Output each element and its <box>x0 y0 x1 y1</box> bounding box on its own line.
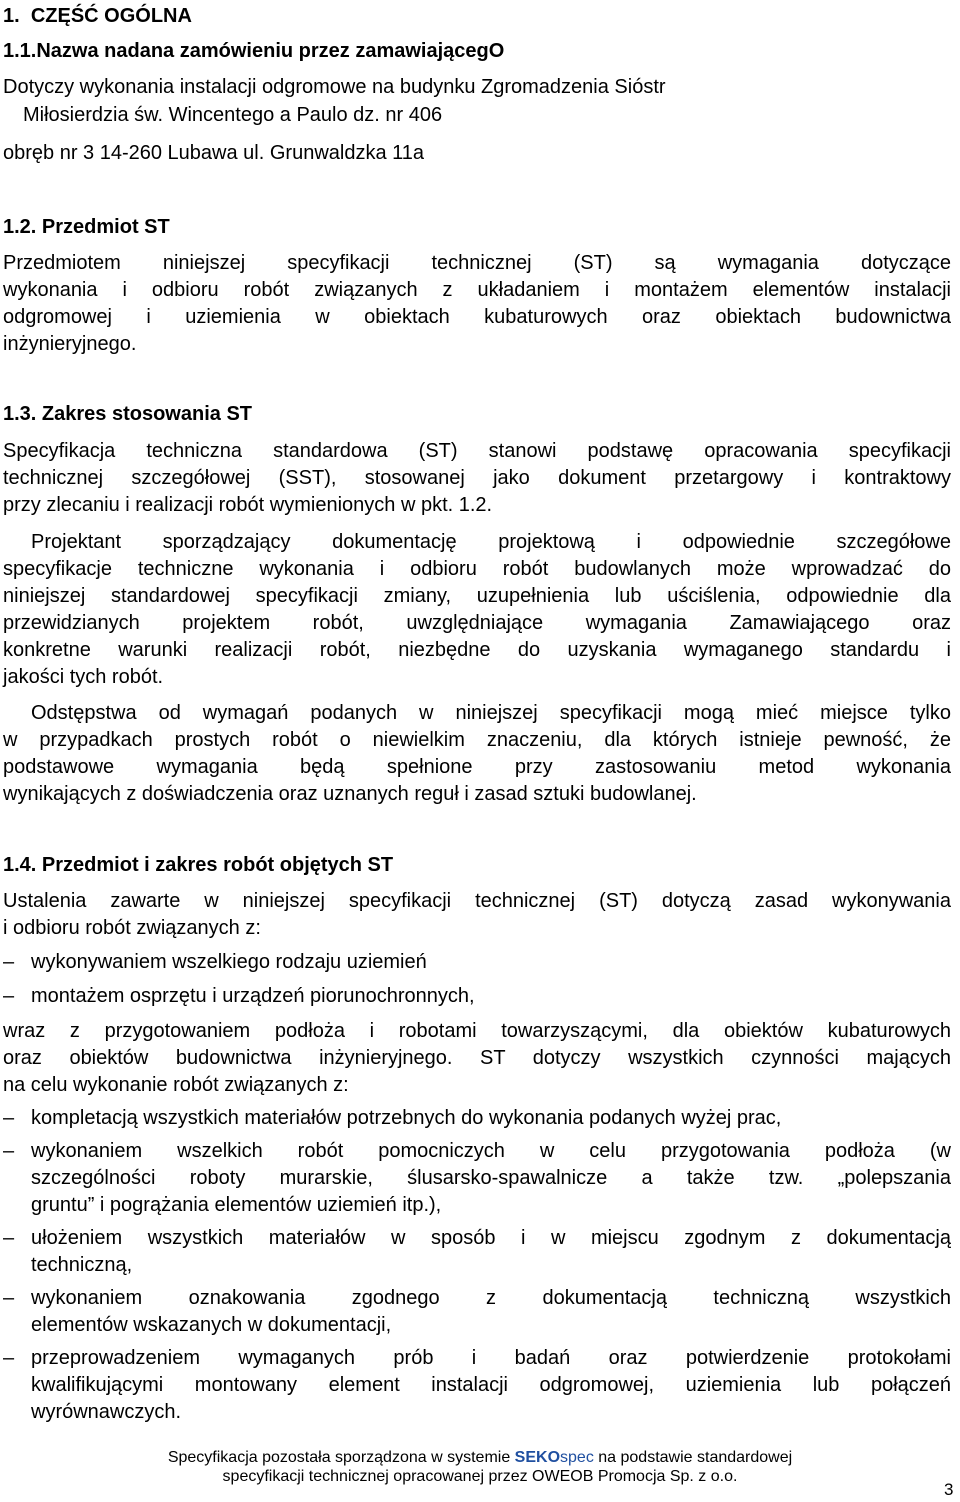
list-item-text: wykonywaniem wszelkiego rodzaju uziemień <box>31 951 427 973</box>
s14-p2-line: na celu wykonanie robót związanych z: <box>3 1074 349 1096</box>
heading-1 <box>3 4 192 28</box>
s13-p3-line: w przypadkach prostych robót o niewielkim znaczeniu, dla których istnieje pewność, że <box>3 729 951 751</box>
list-item-text: przeprowadzeniem wymaganych prób i badań oraz potwierdzenie protokołami <box>31 1347 951 1369</box>
list-dash: – <box>3 1347 15 1369</box>
footer-text: na podstawie standardowej <box>593 1449 793 1466</box>
footer-line-2: specyfikacji technicznej opracowanej przez OWEOB Promocja Sp. z o.o. <box>222 1468 738 1485</box>
list-item-text: techniczną, <box>31 1254 133 1276</box>
heading-1-4-title: Przedmiot i zakres robót objętych ST <box>41 854 394 876</box>
heading-1-4-number: 1.4. <box>3 854 37 876</box>
list-item-text: wykonaniem wszelkich robót pomocniczych w celu przygotowania podłoża (w <box>31 1140 951 1162</box>
s13-p1-line: Specyfikacja techniczna standardowa (ST) stanowi podstawę opracowania specyfikacji <box>3 440 951 462</box>
list-item-text: wyrównawczych. <box>31 1401 182 1423</box>
heading-1-title: CZĘŚĆ OGÓLNA <box>30 5 192 27</box>
s14-p1-line: Ustalenia zawarte w niniejszej specyfikacji technicznej (ST) dotyczą zasad wykonywania <box>3 890 951 912</box>
s11-line: Dotyczy wykonania instalacji odgromowe na budynku Zgromadzenia Sióstr <box>3 76 666 98</box>
s13-p2-line: Projektant sporządzający dokumentację projektową i odpowiednie szczegółowe <box>31 531 951 553</box>
list-item-text: kwalifikującymi montowany element instalacji odgromowej, uziemienia lub połączeń <box>31 1374 951 1396</box>
heading-1-3-title: Zakres stosowania ST <box>41 403 252 425</box>
s13-p2-line: jakości tych robót. <box>3 666 164 688</box>
heading-1-3-number: 1.3. <box>3 403 37 425</box>
s13-p3-line: wynikających z doświadczenia oraz uznanych reguł i zasad sztuki budowlanej. <box>3 783 697 805</box>
s14-p2-line: wraz z przygotowaniem podłoża i robotami towarzyszącymi, dla obiektów kubaturowych <box>3 1020 951 1042</box>
heading-1-2-number: 1.2. <box>3 216 37 238</box>
footer-line-1 <box>0 1448 960 1468</box>
list-dash: – <box>3 1227 15 1249</box>
s13-p1-line: technicznej szczegółowej (SST), stosowanej jako dokument przetargowy i kontraktowy <box>3 467 951 489</box>
footer-text: Specyfikacja pozostała sporządzona w systemie <box>167 1449 515 1466</box>
list-item-text: wykonaniem oznakowania zgodnego z dokumentacją techniczną wszystkich <box>31 1287 951 1309</box>
s13-p3-line: podstawowe wymagania będą spełnione przy zastosowaniu metod wykonania <box>3 756 951 778</box>
list-dash: – <box>3 1140 15 1162</box>
s12-line: wykonania i odbioru robót związanych z układaniem i montażem elementów instalacji <box>3 279 951 301</box>
s13-p2-line: specyfikacje techniczne wykonania i odbioru robót budowlanych może wprowadzać do <box>3 558 951 580</box>
seko-logo-text: SEKO <box>514 1449 561 1466</box>
list-dash: – <box>3 1287 15 1309</box>
list-item-text: elementów wskazanych w dokumentacji, <box>31 1314 392 1336</box>
heading-1-3 <box>3 402 252 426</box>
heading-1-2 <box>3 215 170 239</box>
list-item: – <box>3 985 15 1007</box>
s13-p2-line: niniejszej standardowej specyfikacji zmiany, uzupełnienia lub uściślenia, odpowiednie dla <box>3 585 951 607</box>
heading-1-number: 1. <box>3 5 20 27</box>
list-dash: – <box>3 1107 15 1129</box>
s11-line: obręb nr 3 14-260 Lubawa ul. Grunwaldzka 11a <box>3 142 425 164</box>
list-item: – <box>3 951 37 973</box>
heading-1-1 <box>3 39 504 63</box>
heading-1-1-number: 1.1. <box>3 40 37 62</box>
page-number: 3 <box>944 1480 954 1499</box>
s12-line: Przedmiotem niniejszej specyfikacji technicznej (ST) są wymagania dotyczące <box>3 252 951 274</box>
list-item-text: gruntu” i pogrążania elementów uziemień itp.), <box>31 1194 442 1216</box>
list-item-text: kompletacją wszystkich materiałów potrzebnych do wykonania podanych wyżej prac, <box>31 1107 782 1129</box>
heading-1-1-title: Nazwa nadana zamówieniu przez zamawiającegO <box>36 40 505 62</box>
list-item-text: szczególności roboty murarskie, ślusarsko-spawalnicze a także tzw. „polepszania <box>31 1167 951 1189</box>
s14-p1-line: i odbioru robót związanych z: <box>3 917 261 939</box>
list-item-text: montażem osprzętu i urządzeń piorunochronnych, <box>31 985 475 1007</box>
s12-line: odgromowej i uziemienia w obiektach kubaturowych oraz obiektach budownictwa <box>3 306 951 328</box>
s12-line: inżynieryjnego. <box>3 333 137 355</box>
s13-p3-line: Odstępstwa od wymagań podanych w niniejszej specyfikacji mogą mieć miejsce tylko <box>31 702 951 724</box>
s11-line: Miłosierdzia św. Wincentego a Paulo dz. nr 406 <box>23 104 443 126</box>
spec-logo-text: spec <box>560 1449 594 1466</box>
list-item-text: ułożeniem wszystkich materiałów w sposób i w miejscu zgodnym z dokumentacją <box>31 1227 951 1249</box>
s13-p2-line: konkretne warunki realizacji robót, niezbędne do uzyskania wymaganego standardu i <box>3 639 951 661</box>
heading-1-2-title: Przedmiot ST <box>41 216 170 238</box>
s14-p2-line: oraz obiektów budownictwa inżynieryjnego. ST dotyczy wszystkich czynności mających <box>3 1047 951 1069</box>
s13-p2-line: przewidzianych projektem robót, uwzględniające wymagania Zamawiającego oraz <box>3 612 951 634</box>
heading-1-4 <box>3 853 393 877</box>
s13-p1-line: przy zlecaniu i realizacji robót wymienionych w pkt. 1.2. <box>3 494 493 516</box>
